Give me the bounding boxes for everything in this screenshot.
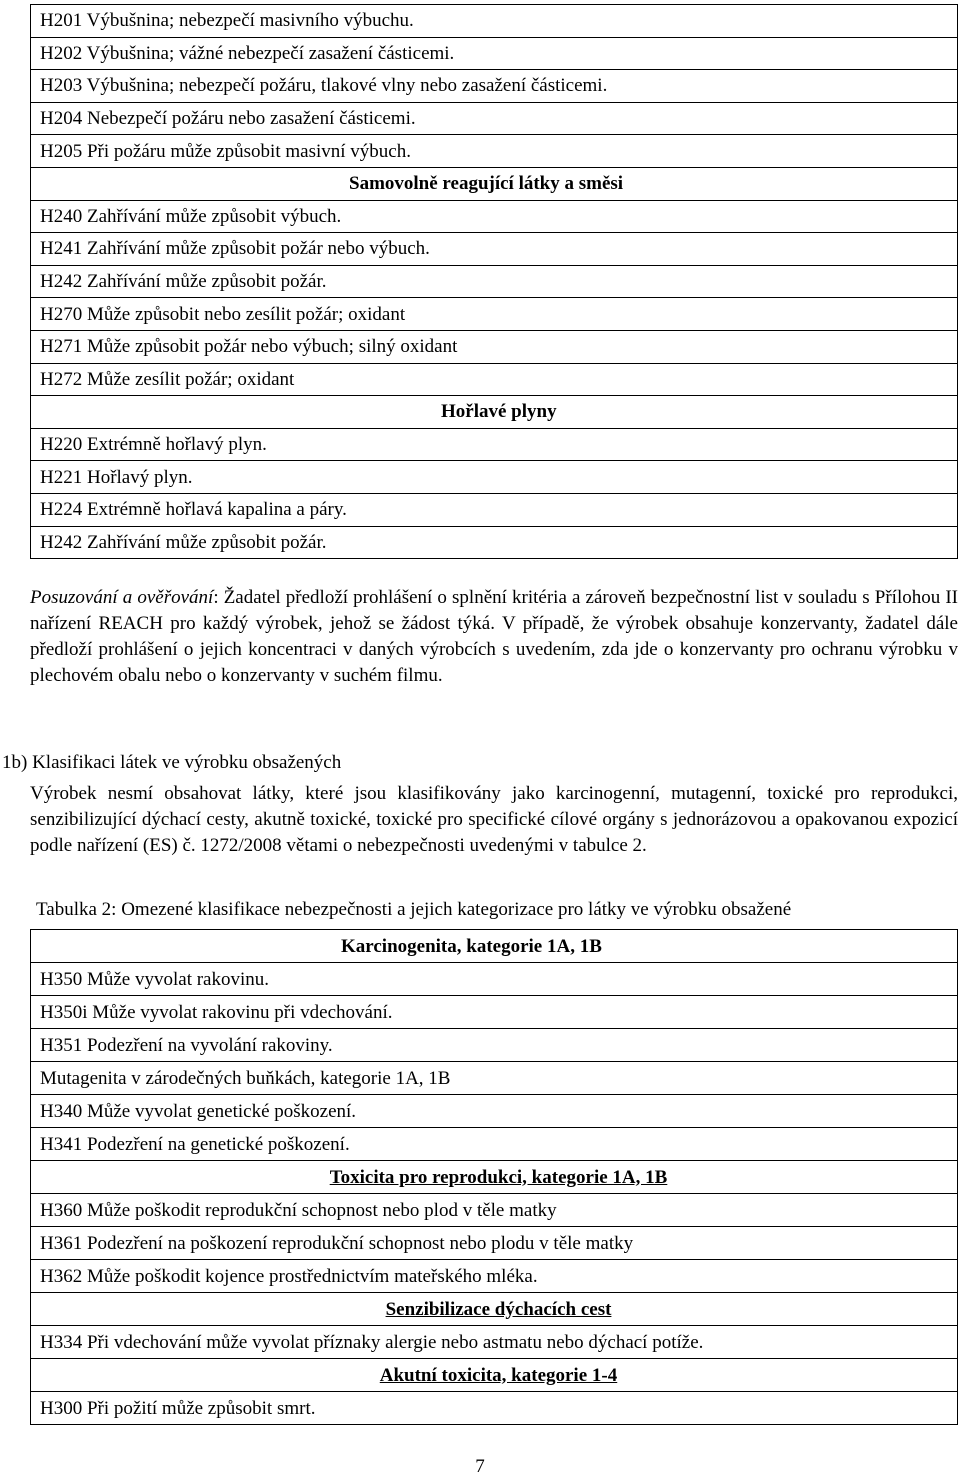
table-row <box>31 996 958 1029</box>
table-row <box>31 461 958 494</box>
hazard-statement: H221 Hořlavý plyn. <box>31 461 958 494</box>
hazard-statement: H203 Výbušnina; nebezpečí požáru, tlakové vlny nebo zasažení částicemi. <box>31 70 958 103</box>
hazard-statement: H361 Podezření na poškození reprodukční schopnost nebo plodu v těle matky <box>31 1227 958 1260</box>
section-1b-body: Výrobek nesmí obsahovat látky, které jsou klasifikovány jako karcinogenní, mutagenní, toxické pro reprodukci, senzibilizující dýchací cesty, akutně toxické, toxické pro specifické cílové orgány s jednorázovou a opakovanou expozicí podle nařízení (ES) č. 1272/2008 větami o nebezpečnosti uvedenými v tabulce 2. <box>30 783 958 856</box>
table-row <box>31 1029 958 1062</box>
hazard-statement: H351 Podezření na vyvolání rakoviny. <box>31 1029 958 1062</box>
assessment-text: : Žadatel předloží prohlášení o splnění kritéria a zároveň bezpečnostní list v souladu s Přílohou II nařízení REACH pro každý výrobek, jehož se žádost týká. V případě, že výrobek obsahuje konzervanty, žadatel dále předloží prohlášení o jejich koncentraci v daných výrobcích s uvedením, zda jde o konzervanty pro ochranu výrobku v plechovém obalu nebo o konzervanty v suchém filmu. <box>30 587 958 686</box>
table-row <box>31 1326 958 1359</box>
hazard-statement: H362 Může poškodit kojence prostřednictvím mateřského mléka. <box>31 1260 958 1293</box>
table-row <box>31 330 958 363</box>
hazard-statement: H350 Může vyvolat rakovinu. <box>31 963 958 996</box>
table-section-row <box>31 930 958 963</box>
table-row <box>31 135 958 168</box>
hazard-statement: H272 Může zesílit požár; oxidant <box>31 363 958 396</box>
hazard-category-header: Samovolně reagující látky a směsi <box>31 167 958 200</box>
hazard-statement: H242 Zahřívání může způsobit požár. <box>31 265 958 298</box>
table-section-row <box>31 1359 958 1392</box>
table-row <box>31 1392 958 1425</box>
hazard-statement: H224 Extrémně hořlavá kapalina a páry. <box>31 493 958 526</box>
hazard-statement: H300 Při požití může způsobit smrt. <box>31 1392 958 1425</box>
hazard-statement: H202 Výbušnina; vážné nebezpečí zasažení částicemi. <box>31 37 958 70</box>
hazard-table-1 <box>30 4 958 559</box>
hazard-category-header: Senzibilizace dýchacích cest <box>31 1293 958 1326</box>
hazard-statement: Mutagenita v zárodečných buňkách, kategorie 1A, 1B <box>31 1062 958 1095</box>
table-row <box>31 298 958 331</box>
table-row <box>31 233 958 266</box>
hazard-statement: H334 Při vdechování může vyvolat příznaky alergie nebo astmatu nebo dýchací potíže. <box>31 1326 958 1359</box>
hazard-statement: H350i Může vyvolat rakovinu při vdechování. <box>31 996 958 1029</box>
table-section-row <box>31 167 958 200</box>
table-row <box>31 493 958 526</box>
table-row <box>31 102 958 135</box>
hazard-statement: H270 Může způsobit nebo zesílit požár; oxidant <box>31 298 958 331</box>
hazard-statement: H241 Zahřívání může způsobit požár nebo výbuch. <box>31 233 958 266</box>
page-number: 7 <box>475 1456 485 1477</box>
table-2-caption: Tabulka 2: Omezené klasifikace nebezpečnosti a jejich kategorizace pro látky ve výrobku obsažené <box>36 899 792 920</box>
table-row <box>31 1062 958 1095</box>
table-row <box>31 37 958 70</box>
hazard-statement: H220 Extrémně hořlavý plyn. <box>31 428 958 461</box>
table-row <box>31 526 958 559</box>
table-row <box>31 963 958 996</box>
table-section-row <box>31 1161 958 1194</box>
hazard-statement: H204 Nebezpečí požáru nebo zasažení částicemi. <box>31 102 958 135</box>
table-section-row <box>31 396 958 429</box>
hazard-statement: H240 Zahřívání může způsobit výbuch. <box>31 200 958 233</box>
table-row <box>31 200 958 233</box>
hazard-statement: H341 Podezření na genetické poškození. <box>31 1128 958 1161</box>
hazard-category-header: Toxicita pro reprodukci, kategorie 1A, 1B <box>31 1161 958 1194</box>
hazard-category-header: Akutní toxicita, kategorie 1-4 <box>31 1359 958 1392</box>
table-row <box>31 1095 958 1128</box>
hazard-category-header: Karcinogenita, kategorie 1A, 1B <box>31 930 958 963</box>
assessment-paragraph <box>30 585 958 689</box>
hazard-statement: H271 Může způsobit požár nebo výbuch; silný oxidant <box>31 330 958 363</box>
table-row <box>31 428 958 461</box>
table-section-row <box>31 1293 958 1326</box>
table-row <box>31 265 958 298</box>
table-row <box>31 70 958 103</box>
hazard-statement: H205 Při požáru může způsobit masivní výbuch. <box>31 135 958 168</box>
hazard-statement: H201 Výbušnina; nebezpečí masivního výbuchu. <box>31 5 958 38</box>
hazard-statement: H360 Může poškodit reprodukční schopnost nebo plod v těle matky <box>31 1194 958 1227</box>
hazard-statement: H340 Může vyvolat genetické poškození. <box>31 1095 958 1128</box>
section-1b-heading: 1b) Klasifikaci látek ve výrobku obsažených <box>2 752 342 773</box>
assessment-label: Posuzování a ověřování <box>30 587 214 608</box>
hazard-table-2 <box>30 929 958 1425</box>
table-row <box>31 363 958 396</box>
table-row <box>31 1260 958 1293</box>
hazard-statement: H242 Zahřívání může způsobit požár. <box>31 526 958 559</box>
table-row <box>31 1194 958 1227</box>
table-row <box>31 1227 958 1260</box>
table-row <box>31 5 958 38</box>
hazard-category-header: Hořlavé plyny <box>31 396 958 429</box>
table-row <box>31 1128 958 1161</box>
